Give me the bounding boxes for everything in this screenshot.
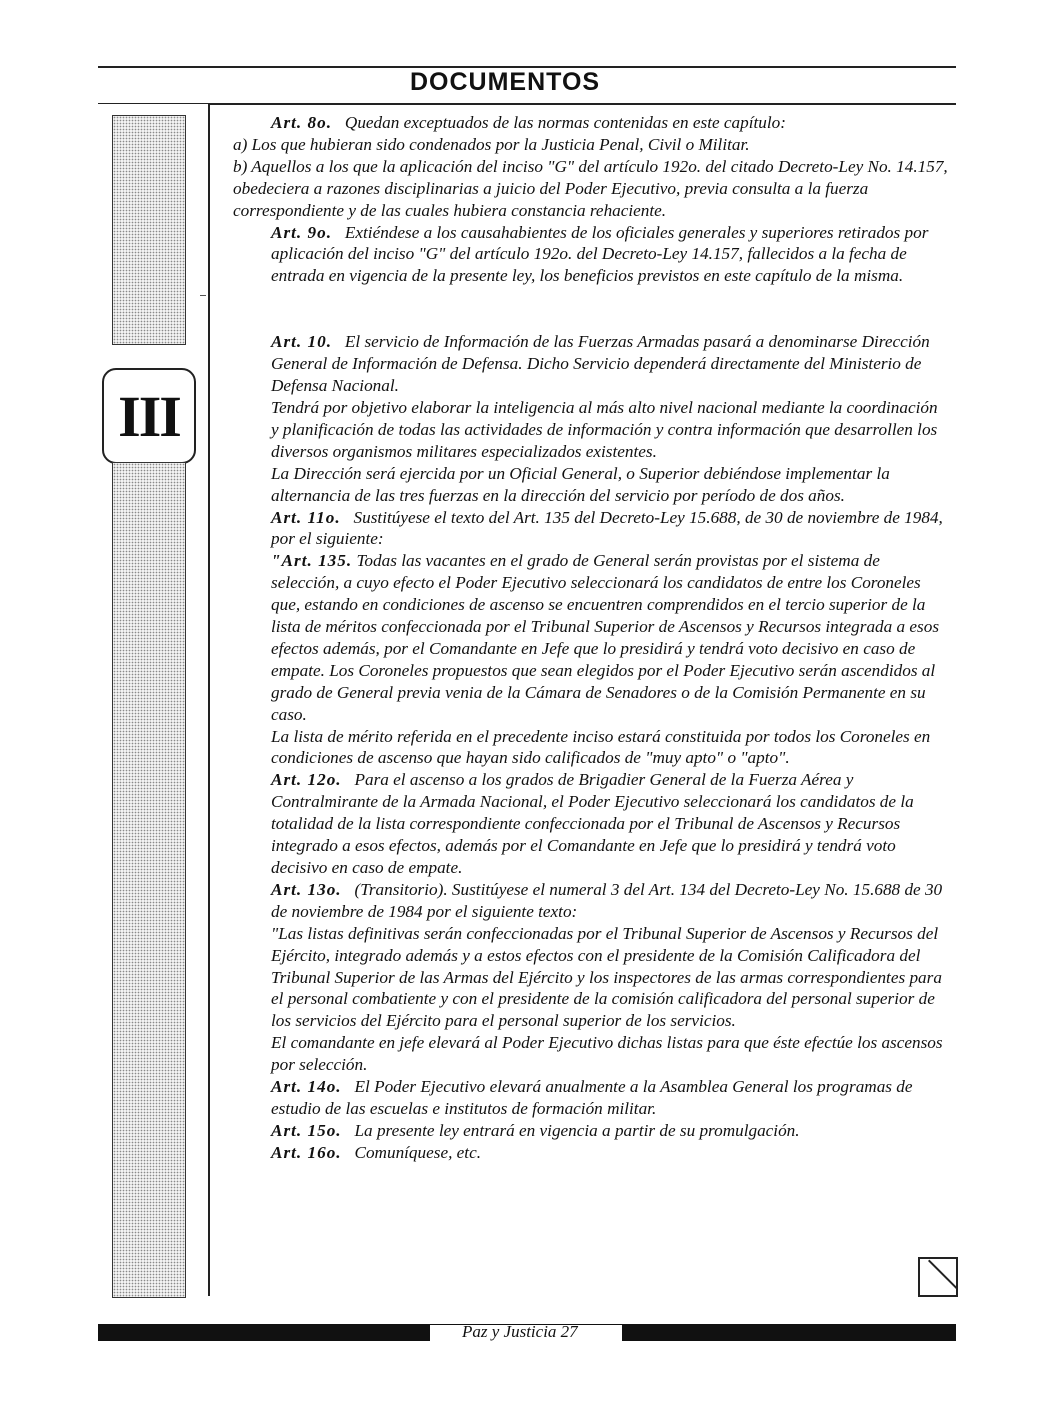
sidebar-dotted-band-top — [112, 115, 186, 345]
header-left-underline — [98, 103, 210, 104]
sidebar-dotted-band-bottom — [112, 462, 186, 1298]
article-10: Art. 10. El servicio de Información de las Fuerzas Armadas pasará a denominarse Dirección General de Información de Defensa. Dicho Servicio dependerá directamente del Ministerio de Defensa Nacional. — [271, 332, 930, 396]
article-9: Art. 9o. Extiéndese a los causahabientes de los oficiales generales y superiores retirados por aplicación del inciso "G" del artículo 192o. del Decreto-Ley 14.157, fallecidos a la fecha de entrada en vigencia de la presente ley, los beneficios previstos en este capítulo de la misma. — [271, 222, 929, 286]
article-14: Art. 14o. El Poder Ejecutivo elevará anualmente a la Asamblea General los programas de estudio de las escuelas e institutos de formación militar. — [271, 1077, 913, 1118]
article-8: Art. 8o. Quedan exceptuados de las normas contenidas en este capítulo: — [271, 113, 786, 132]
article-12: Art. 12o. Para el ascenso a los grados de Brigadier General de la Fuerza Aérea y Contralmirante de la Armada Nacional, el Poder Ejecutivo seleccionará los candidatos de la totalidad de la lista correspondiente confeccionada por el Tribunal de Ascensos y Recursos integrado a esos efectos, además por el Comandante en Jefe que lo presidirá y tendrá voto decisivo en caso de empate. — [271, 770, 914, 877]
article-8-item-a: a) Los que hubieran sido condenados por la Justicia Penal, Civil o Militar. — [233, 134, 750, 154]
page-footer: Paz y Justicia 27 — [462, 1322, 578, 1341]
article-13-paragraph-2: El comandante en jefe elevará al Poder Ejecutivo dichas listas para que éste efectúe los ascensos por selección. — [271, 1033, 943, 1075]
article-10-paragraph-2: Tendrá por objetivo elaborar la inteligencia al más alto nivel nacional mediante la coordinación y planificación de todas las actividades de información y contra información que desarrollen los diversos organismos militares especializados existentes. — [271, 397, 938, 461]
article-10-paragraph-3: La Dirección será ejercida por un Oficial General, o Superior debiéndose implementar la alternancia de las tres fuerzas en la dirección del servicio por período de dos años. — [271, 463, 890, 505]
paragraph-gap — [233, 287, 948, 331]
footer-bar-right — [622, 1325, 956, 1341]
article-8-item-b: b) Aquellos a los que la aplicación del inciso "G" del artículo 192o. del citado Decreto-Ley No. 14.157, obedeciera a razones disciplinarias a juicio del Poder Ejecutivo, previa consulta a la fuerza correspondiente y de las cuales hubiera constancia rehaciente. — [233, 156, 948, 220]
article-15: Art. 15o. La presente ley entrará en vigencia a partir de su promulgación. — [271, 1120, 800, 1140]
article-13: Art. 13o. (Transitorio). Sustitúyese el numeral 3 del Art. 134 del Decreto-Ley No. 15.688 de 30 de noviembre de 1984 por el siguiente texto: — [271, 879, 943, 921]
article-16: Art. 16o. Comuníquese, etc. — [271, 1142, 481, 1162]
section-numeral: III — [118, 383, 180, 449]
header-underline — [210, 103, 956, 105]
section-header-title: DOCUMENTOS — [410, 68, 601, 96]
section-tab — [102, 368, 196, 464]
document-body — [233, 112, 948, 1164]
margin-tick — [200, 295, 206, 296]
column-divider — [208, 103, 210, 1296]
article-13-quote: "Las listas definitivas serán confeccionadas por el Tribunal Superior de Ascensos y Recursos del Ejército, integrado además y a estos efectos con el presidente de la Comisión Calificadora del Tribunal Superior de las Armas del Ejército y los inspectores de las armas correspondientes para el personal combatiente y con el presidente de la comisión calificadora del personal superior de los servicios del Ejército para el personal superior de los servicios. — [271, 923, 942, 1031]
article-11: Art. 11o. Sustitúyese el texto del Art. 135 del Decreto-Ley 15.688, de 30 de noviembre de 1984, por el siguiente: — [271, 507, 943, 549]
article-11-paragraph-2: La lista de mérito referida en el precedente inciso estará constituida por todos los Coroneles en condiciones de ascenso que hayan sido calificados de "muy apto" o "apto". — [271, 726, 931, 768]
article-11-quote: "Art. 135. Todas las vacantes en el grado de General serán provistas por el sistema de selección, a cuyo efecto el Poder Ejecutivo seleccionará los candidatos de entre los Coroneles que, estando en condiciones de ascenso se encuentren comprendidos en el tercio superior de la lista de méritos confeccionada por el Tribunal Superior de Ascensos y Recursos integrada a esos efectos además, por el Comandante en Jefe que lo presidirá y tendrá voto decisivo en caso de empate. Los Coroneles propuestos que sean elegidos por el Poder Ejecutivo serán ascendidos al grado de General previa venia de la Cámara de Senadores o de la Comisión Permanente en su caso. — [271, 551, 940, 724]
end-of-article-icon — [918, 1257, 958, 1297]
footer-bar-left — [98, 1325, 430, 1341]
